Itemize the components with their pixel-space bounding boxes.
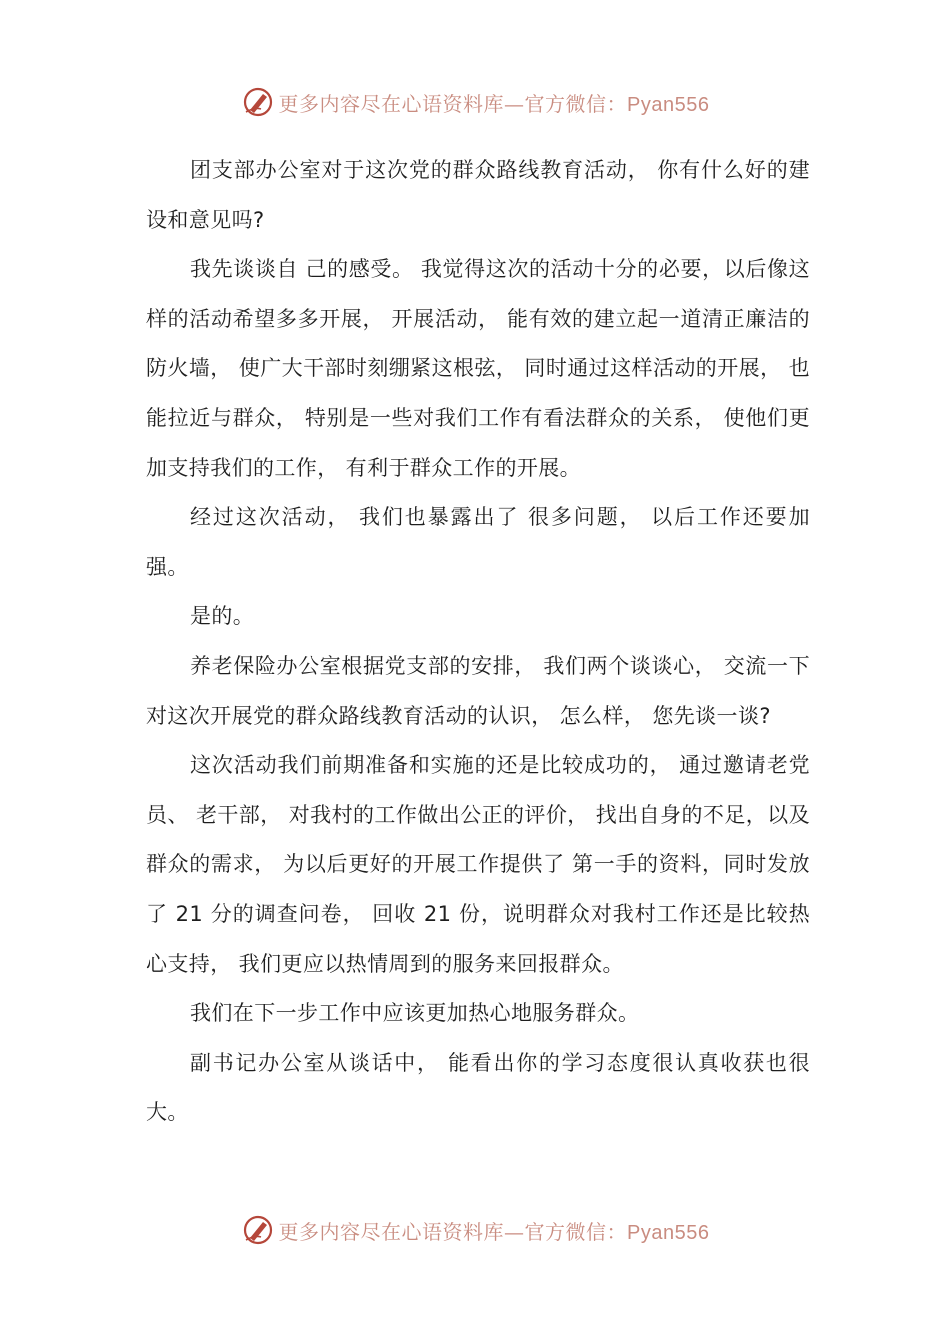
paragraph-5: 养老保险办公室根据党支部的安排， 我们两个谈谈心， 交流一下对这次开展党的群众路线教育活动的认识， 怎么样， 您先谈一谈? [146,653,810,728]
paragraph-2: 我先谈谈自 己的感受。 我觉得这次的活动十分的必要，以后像这样的活动希望多多开展， 开展活动， 能有效的建立起一道清正廉洁的防火墙， 使广大干部时刻绷紧这根弦， 同时通过这样活动的开展， 也能拉近与群众， 特别是一些对我们工作有看法群众的关系， 使他们更加支持我们的工作， 有利于群众工作的开展。 [146,257,810,480]
paragraph-1: 团支部办公室对于这次党的群众路线教育活动， 你有什么好的建设和意见吗? [146,158,810,232]
pen-logo-icon [241,85,275,119]
header-banner-text: 更多内容尽在心语资料库—官方微信：Pyan556 [278,91,710,116]
paragraph-8: 副书记办公室从谈话中， 能看出你的学习态度很认真收获也很大。 [146,1050,810,1125]
paragraph-4: 是的。 [190,604,255,629]
paragraph-7: 我们在下一步工作中应该更加热心地服务群众。 [190,1001,640,1026]
paragraph-6: 这次活动我们前期准备和实施的还是比较成功的， 通过邀请老党员、 老干部， 对我村的工作做出公正的评价， 找出自身的不足，以及群众的需求， 为以后更好的开展工作提供了 第一手的资料，同时发放了 21 分的调查问卷， 回收 21 份，说明群众对我村工作还是比较热心支持， 我们更应以热情周到的服务来回报群众。 [146,753,810,976]
footer-banner [0,1210,950,1250]
pen-logo-icon [241,1213,275,1247]
wechat-id: Pyan556 [627,1221,710,1244]
paragraph-3: 经过这次活动， 我们也暴露出了 很多问题， 以后工作还要加强。 [146,505,810,579]
document-body [146,146,810,1138]
footer-banner-text: 更多内容尽在心语资料库—官方微信：Pyan556 [278,1219,710,1244]
header-banner [0,82,950,122]
wechat-id: Pyan556 [627,93,710,116]
